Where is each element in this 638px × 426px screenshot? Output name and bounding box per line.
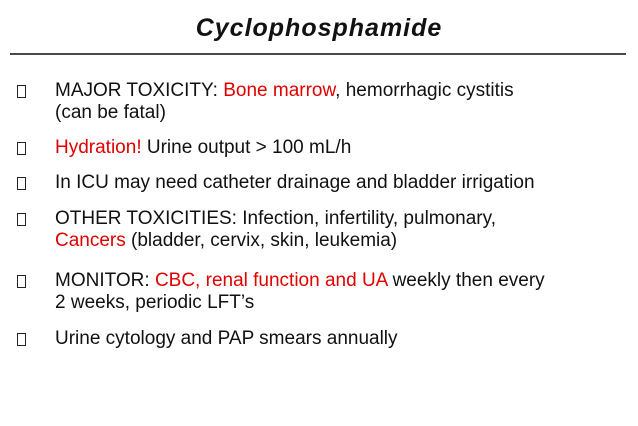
square-bullet-icon [17, 333, 26, 346]
bullet-text-segment: MAJOR TOXICITY: [55, 80, 224, 101]
square-bullet-icon [17, 142, 26, 155]
bullet-text-segment: MONITOR: [55, 270, 155, 291]
bullet-text-segment: (can be fatal) [55, 102, 166, 123]
bullet-text-segment: OTHER TOXICITIES: Infection, infertility, pulmonary, [55, 208, 497, 229]
bullet-text [55, 328, 620, 350]
bullet-text [55, 80, 620, 124]
highlight-text: Cancers [55, 230, 126, 251]
bullet-text-segment: , hemorrhagic cystitis [335, 80, 514, 101]
square-bullet-icon [17, 275, 26, 288]
highlight-text: Hydration! [55, 137, 142, 158]
highlight-text: CBC, renal function and UA [154, 270, 388, 291]
square-bullet-icon [17, 177, 26, 190]
bullet-text-segment: weekly then every [387, 270, 545, 291]
bullet-text-segment: Urine cytology and PAP smears annually [55, 328, 398, 349]
bullet-text [55, 137, 620, 159]
bullet-text-segment: In ICU may need catheter drainage and bladder irrigation [55, 172, 535, 193]
bullet-text [55, 208, 620, 252]
bullet-text-segment: Urine output > 100 mL/h [141, 137, 352, 158]
square-bullet-icon [17, 85, 26, 98]
bullet-text-segment: (bladder, cervix, skin, leukemia) [125, 230, 398, 251]
slide-title: Cyclophosphamide [195, 14, 443, 42]
bullet-text-segment: 2 weeks, periodic LFT’s [55, 292, 255, 313]
square-bullet-icon [17, 213, 26, 226]
bullet-text [55, 172, 620, 194]
highlight-text: Bone marrow [223, 80, 336, 101]
bullet-text [55, 270, 620, 314]
